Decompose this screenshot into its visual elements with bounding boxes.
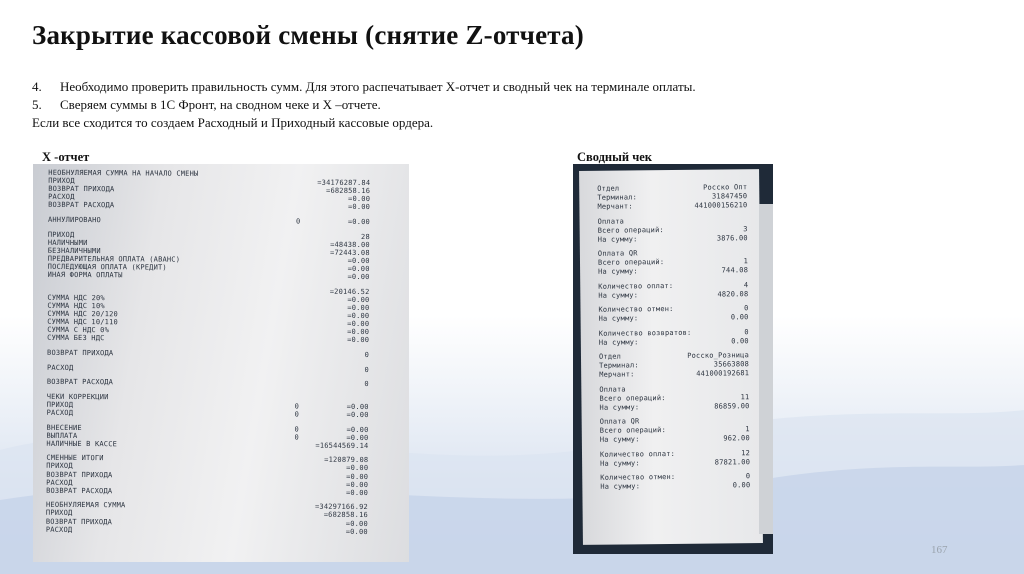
receipt-line-label: На сумму: (599, 435, 640, 444)
receipt-line-label: РАСХОД (46, 408, 74, 417)
receipt-line-label: ПРЕДВАРИТЕЛЬНАЯ ОПЛАТА (АВАНС) (47, 254, 181, 264)
receipt-line-label: Отдел (597, 184, 620, 193)
receipt-line-value: =0.00 (347, 264, 370, 274)
receipt-line-label: СУММА НДС 20/120 (47, 309, 119, 319)
receipt-line-label: Терминал: (597, 193, 638, 202)
receipt-line-label: На сумму: (598, 290, 639, 300)
slide-title: Закрытие кассовой смены (снятие Z-отчета) (32, 20, 584, 50)
receipt-line-value: 0 (744, 304, 749, 313)
receipt-line-label: Всего операций: (599, 393, 666, 403)
receipt-line-value: 0.00 (732, 481, 751, 490)
receipt-line-label: На сумму: (598, 337, 639, 347)
receipt-line-label: РАСХОД (45, 525, 73, 534)
receipt-line-value: =0.00 (347, 272, 370, 282)
receipt-line-label: Количество оплат: (598, 281, 674, 291)
receipt-line-label: ПРИХОД (46, 462, 73, 471)
receipt-line-label: ВНЕСЕНИЕ (46, 423, 82, 432)
summary-check-paper (579, 169, 763, 545)
receipt-line-value: =0.00 (348, 195, 371, 204)
receipt-line-value: 31847450 (711, 192, 748, 201)
receipt-line-value: =0.00 (345, 519, 368, 528)
receipt-line-value: =0.00 (346, 402, 369, 411)
receipt-line-label: СУММА С НДС 0% (47, 325, 110, 335)
receipt-line-value: =16544569.14 (315, 441, 369, 450)
receipt-line-value: 0 (745, 472, 751, 481)
receipt-line-label: Всего операций: (597, 258, 665, 267)
receipt-line-value: =0.00 (347, 328, 370, 337)
receipt-line-count: 0 (294, 410, 300, 419)
receipt-line-label: Всего операций: (597, 225, 664, 235)
receipt-line-value: Росско Опт (703, 183, 748, 192)
receipt-line-value: 35663808 (713, 360, 750, 369)
receipt-line-label: На сумму: (599, 402, 640, 412)
receipt-line-label: На сумму: (598, 314, 639, 323)
receipt-line-count: 0 (294, 402, 300, 411)
receipt-line-label: Количество оплат: (599, 449, 676, 459)
receipt-line-value: =0.00 (347, 336, 370, 345)
receipt-line-value: 11 (740, 392, 750, 401)
receipt-line-value: =682858.16 (323, 511, 368, 520)
receipt-line-label: ПРИХОД (46, 400, 74, 409)
receipt-line-label: ПРИХОД (45, 509, 73, 518)
receipt-line-label: На сумму: (600, 458, 640, 468)
receipt-line-label: Мерчант: (597, 202, 633, 211)
receipt-line-value: =72443.08 (330, 248, 370, 257)
receipt-line-value: =48438.00 (330, 240, 370, 249)
receipt-line-label: Терминал: (599, 361, 639, 370)
receipt-line-value: =0.00 (347, 311, 370, 321)
receipt-line-value: =0.00 (345, 488, 369, 497)
receipt-line-value: 28 (361, 232, 370, 241)
receipt-line-value: 4 (743, 280, 749, 289)
receipt-line-value: =0.00 (347, 217, 371, 227)
receipt-line-value: 744.08 (721, 266, 749, 275)
receipt-line-value: 0 (364, 380, 369, 389)
receipt-line-value: =682858.16 (326, 186, 371, 196)
step-row (32, 96, 696, 114)
receipt-line-value: =0.00 (346, 472, 369, 481)
receipt-line-value: =0.00 (346, 480, 369, 489)
receipt-line-value: =20146.52 (329, 287, 370, 296)
x-report-photo (33, 164, 409, 562)
receipt-line-count: 0 (295, 217, 301, 226)
receipt-line-label: ВОЗВРАТ ПРИХОДА (46, 470, 113, 479)
receipt-line-label: ИНАЯ ФОРМА ОПЛАТЫ (47, 270, 123, 280)
receipt-line-value: =0.00 (346, 433, 369, 442)
receipt-line-label: ВОЗВРАТ РАСХОДА (46, 486, 113, 495)
receipt-line-label: СУММА БЕЗ НДС (47, 334, 105, 343)
receipt-line-label: РАСХОД (46, 478, 73, 487)
receipt-line-value: =120879.08 (324, 456, 369, 465)
receipt-line-label: ПРИХОД (48, 176, 75, 186)
step-text: Сверяем суммы в 1С Фронт, на сводном чеке и Х –отчете. (60, 97, 381, 112)
receipt-line-label: НЕОБНУЛЯЕМАЯ СУММА (45, 501, 126, 510)
receipt-line-value: =0.00 (347, 203, 371, 212)
receipt-line-value: =0.00 (346, 410, 369, 419)
receipt-line-label: ПРИХОД (47, 230, 75, 239)
receipt-line-value: Росско_Розница (687, 351, 750, 360)
receipt-line-value: 86859.00 (714, 401, 750, 411)
receipt-line-label: ПОСЛЕДУЮЩАЯ ОПЛАТА (КРЕДИТ) (47, 262, 167, 272)
receipt-line-label: На сумму: (598, 267, 638, 276)
receipt-line-label: ВОЗВРАТ ПРИХОДА (47, 348, 114, 358)
receipt-line-label: Оплата QR (599, 417, 640, 426)
receipt-line-label: Количество отмен: (600, 472, 676, 482)
receipt-line-label: НЕОБНУЛЯЕМАЯ СУММА НА НАЧАЛО СМЕНЫ (48, 168, 199, 178)
instructions (32, 78, 696, 132)
receipt-line-value: 0 (364, 350, 370, 359)
step-row (32, 78, 696, 96)
receipt-line-value: =0.00 (347, 256, 370, 265)
step-number: 4. (32, 79, 42, 94)
receipt-line-label: ВЫПЛАТА (46, 431, 78, 440)
receipt-line-label: Всего операций: (599, 426, 667, 435)
receipt-line-value: =0.00 (347, 303, 370, 312)
receipt-line-label: Оплата (599, 384, 626, 394)
note-text: Если все сходится то создаем Расходный и Приходный кассовые ордера. (32, 115, 434, 130)
receipt-line-label: НАЛИЧНЫМИ (47, 238, 88, 247)
receipt-line-value: 441000192681 (696, 369, 750, 378)
receipt-line-value: 87821.00 (714, 457, 751, 467)
receipt-line-label: РАСХОД (48, 193, 75, 202)
step-number: 5. (32, 97, 42, 112)
receipt-line-label: Количество возвратов: (598, 328, 692, 338)
receipt-line-label: РАСХОД (46, 363, 74, 372)
receipt-line-value: 1 (743, 257, 749, 266)
receipt-line-label: ВОЗВРАТ РАСХОДА (48, 201, 115, 210)
receipt-line-value: 12 (741, 448, 751, 457)
receipt-line-label: ВОЗВРАТ ПРИХОДА (48, 184, 115, 194)
receipt-line-value: =34176287.84 (317, 178, 371, 188)
receipt-line-label: На сумму: (597, 234, 638, 244)
receipt-line-label: Оплата QR (597, 249, 638, 258)
receipt-line-label: Оплата (597, 216, 625, 226)
receipt-line-value: 3 (743, 224, 748, 233)
receipt-line-label: СУММА НДС 10/110 (47, 317, 118, 327)
receipt-line-value: 0 (744, 327, 749, 336)
receipt-line-value: =0.00 (346, 464, 369, 473)
receipt-line-label: На сумму: (600, 482, 641, 491)
summary-check-caption: Сводный чек (577, 150, 652, 164)
receipt-line-value: 1 (745, 425, 750, 434)
receipt-line-label: Отдел (598, 352, 622, 361)
page-number: 167 (931, 544, 948, 556)
receipt-line-label: Мерчант: (599, 370, 635, 379)
receipt-line-label: НАЛИЧНЫЕ В КАССЕ (46, 439, 118, 448)
receipt-line-value: 0.00 (730, 313, 749, 322)
receipt-line-label: СУММА НДС 10% (47, 301, 105, 311)
receipt-line-value: 962.00 (723, 434, 750, 443)
summary-check-receipt (579, 169, 763, 545)
paper-edge (759, 204, 773, 534)
receipt-line-value: =34297166.92 (314, 502, 369, 512)
receipt-line-count: 0 (294, 433, 299, 442)
receipt-line-value: 0.00 (731, 336, 749, 345)
receipt-line-value: 3876.00 (716, 233, 748, 243)
receipt-line-label: ЧЕКИ КОРРЕКЦИИ (46, 392, 109, 401)
receipt-line-value: =0.00 (346, 425, 369, 434)
x-report-receipt (33, 164, 409, 562)
receipt-line-label: АННУЛИРОВАНО (47, 215, 102, 225)
x-report-caption: Х -отчет (42, 150, 90, 164)
receipt-line-value: =0.00 (347, 319, 370, 329)
receipt-line-value: =0.00 (347, 295, 370, 304)
receipt-line-label: ВОЗВРАТ ПРИХОДА (45, 517, 113, 526)
receipt-line-count: 0 (294, 425, 299, 434)
receipt-line-value: 4820.08 (717, 289, 749, 299)
receipt-line-label: Количество отмен: (598, 304, 674, 314)
receipt-line-value: =0.00 (345, 527, 368, 536)
receipt-line-label: БЕЗНАЛИЧНЫМИ (47, 246, 101, 255)
receipt-line-label: СМЕННЫЕ ИТОГИ (46, 454, 104, 463)
receipt-line-label: СУММА НДС 20% (47, 293, 105, 302)
receipt-line-value: 0 (364, 365, 369, 374)
receipt-line-value: 441000156210 (694, 201, 748, 210)
receipt-line-label: ВОЗВРАТ РАСХОДА (46, 377, 114, 387)
step-text: Необходимо проверить правильность сумм. Для этого распечатывает Х-отчет и сводный чек на терминале оплаты. (60, 79, 696, 94)
summary-check-photo (573, 164, 773, 554)
